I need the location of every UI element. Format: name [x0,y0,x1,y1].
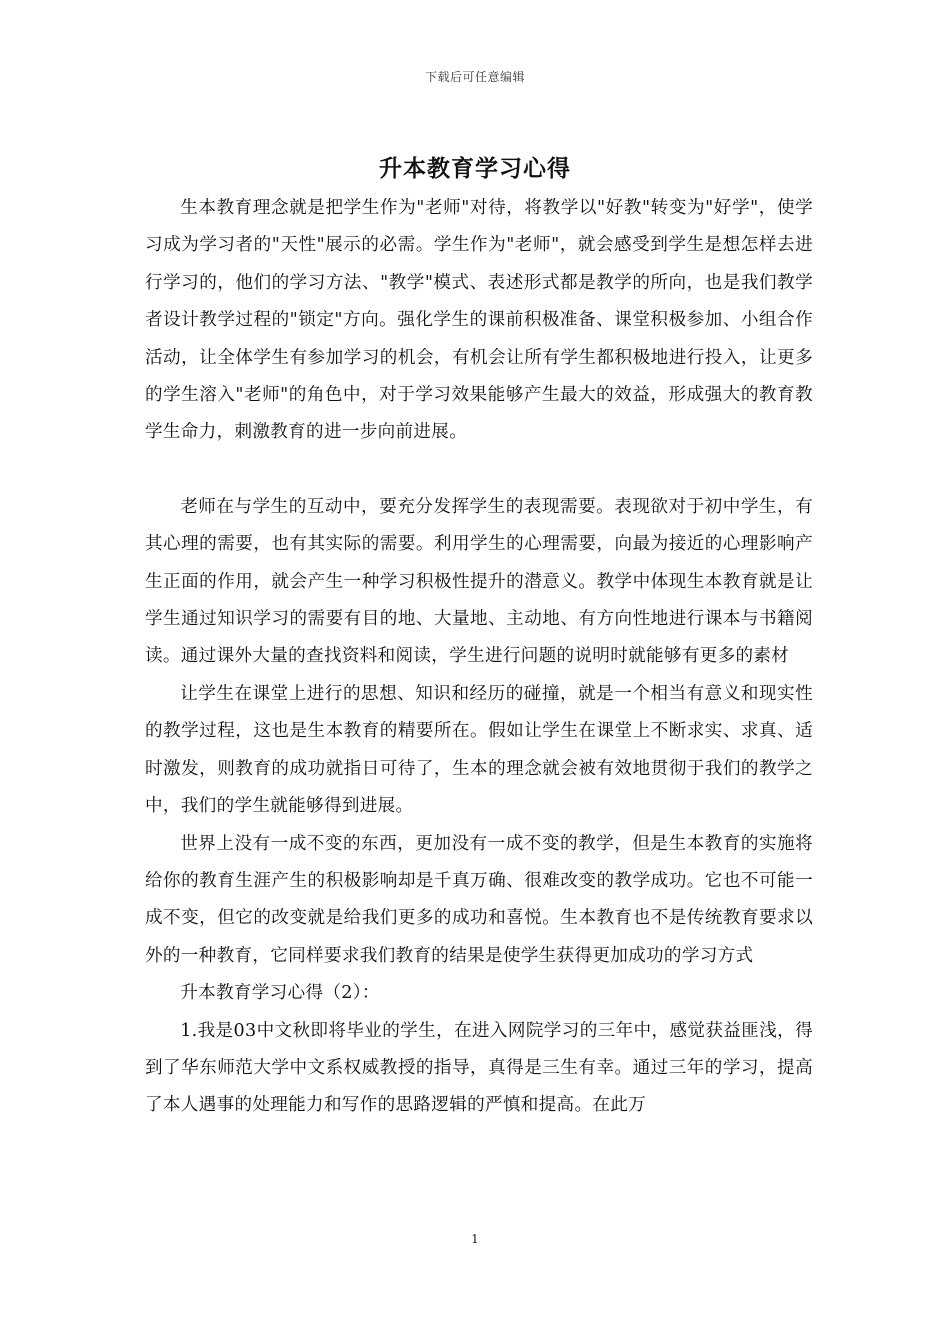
paragraph-4: 世界上没有一成不变的东西，更加没有一成不变的教学，但是生本教育的实施将给你的教育生涯产生的积极影响却是千真万确、很难改变的教学成功。它也不可能一成不变，但它的改变就是给我们更多的成功和喜悦。生本教育也不是传统教育要求以外的一种教育，它同样要求我们教育的结果是使学生获得更加成功的学习方式 [145,833,813,966]
paragraph-1: 生本教育理念就是把学生作为"老师"对待，将教学以"好教"转变为"好学"，使学习成为学习者的"天性"展示的必需。学生作为"老师"，就会感受到学生是想怎样去进行学习的，他们的学习方法、"教学"模式、表述形式都是教学的所向，也是我们教学者设计教学过程的"锁定"方向。强化学生的课前积极准备、课堂积极参加、小组合作活动，让全体学生有参加学习的机会，有机会让所有学生都积极地进行投入，让更多的学生溶入"老师"的角色中，对于学习效果能够产生最大的效益，形成强大的教育教学生命力，刺激教育的进一步向前进展。 [145,198,813,443]
paragraph-2: 老师在与学生的互动中，要充分发挥学生的表现需要。表现欲对于初中学生，有其心理的需要，也有其实际的需要。利用学生的心理需要，向最为接近的心理影响产生正面的作用，就会产生一种学习积极性提升的潜意义。教学中体现生本教育就是让学生通过知识学习的需要有目的地、大量地、主动地、有方向性地进行课本与书籍阅读。通过课外大量的查找资料和阅读，学生进行问题的说明时就能够有更多的素材 [145,496,813,667]
section-heading-2: 升本教育学习心得（2）： [180,983,380,1004]
header-note: 下载后可任意编辑 [424,70,525,84]
document-body [145,190,813,1125]
page-number: 1 [471,1232,479,1246]
document-title: 升本教育学习心得 [379,155,571,182]
paragraph-3: 让学生在课堂上进行的思想、知识和经历的碰撞，就是一个相当有意义和现实性的教学过程，这也是生本教育的精要所在。假如让学生在课堂上不断求实、求真、适时激发，则教育的成功就指日可待了，生本的理念就会被有效地贯彻于我们的教学之中，我们的学生就能够得到进展。 [145,683,813,817]
paragraph-5: 1.我是03中文秋即将毕业的学生，在进入网院学习的三年中，感觉获益匪浅，得到了华东师范大学中文系权威教授的指导，真得是三生有幸。通过三年的学习，提高了本人遇事的处理能力和写作的思路逻辑的严慎和提高。在此万 [145,1020,813,1116]
